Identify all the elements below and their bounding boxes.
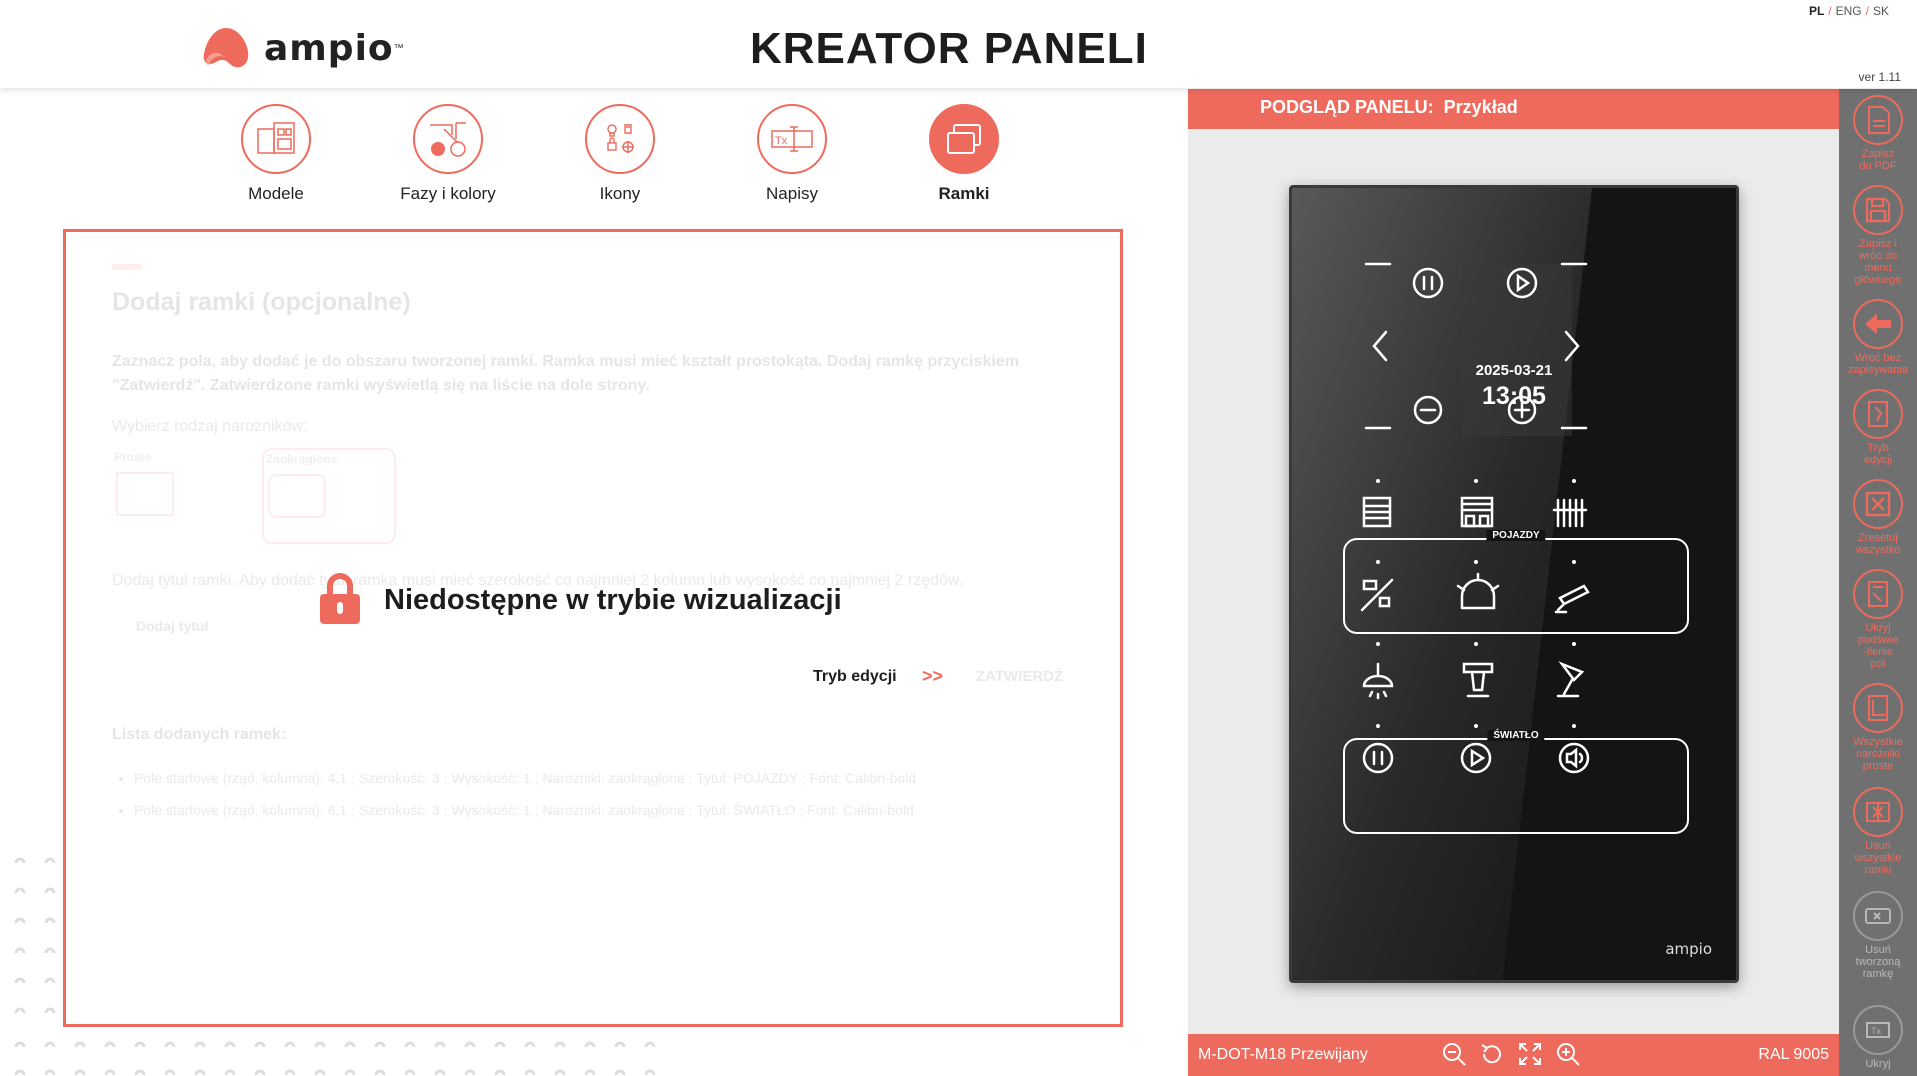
- list-item: • Pole startowe (rząd, kolumna): 4,1 ; Szerokość: 3 ; Wysokość: 1 ; Narożniki: zaokrąglone ; Tytuł: POJAZDY ; Font: Calibri-bold: [134, 762, 916, 794]
- step-navigation: [190, 104, 1050, 204]
- device-time: 13:05: [1482, 382, 1546, 410]
- decorative-dots-pattern: [14, 855, 674, 1076]
- step-label: Ramki: [938, 184, 990, 203]
- corners-label: Wybierz rodzaj narożników:: [112, 418, 308, 435]
- straight-corners-button[interactable]: [1839, 683, 1917, 772]
- corner-option-rounded: [262, 448, 396, 544]
- reset-view-icon[interactable]: [1478, 1040, 1506, 1068]
- zoom-in-icon[interactable]: [1554, 1040, 1582, 1068]
- toolbar-label: Zapisz i wróć do menu głównego: [1854, 238, 1902, 286]
- decorative-dot: [106, 1071, 114, 1075]
- toolbar-label: Usuń wszystkie ramki: [1854, 840, 1902, 876]
- decorative-dot: [46, 1071, 54, 1075]
- step-modele[interactable]: [190, 104, 362, 204]
- icons-grid-icon: [585, 104, 655, 174]
- colors-icon: [413, 104, 483, 174]
- toolbar-label: Tryb edycji: [1863, 442, 1893, 466]
- editor-title: Dodaj ramki (opcjonalne): [112, 288, 411, 316]
- delete-current-frame-button[interactable]: [1839, 891, 1917, 980]
- ampio-logo[interactable]: [200, 24, 404, 72]
- right-toolbar: [1839, 89, 1917, 1076]
- decorative-dot: [136, 1043, 144, 1047]
- app-header: [0, 0, 1917, 88]
- step-label: Ikony: [599, 184, 641, 203]
- step-napisy[interactable]: [706, 104, 878, 204]
- corner-option-label: Proste: [114, 450, 152, 464]
- svg-text:Tx: Tx: [1871, 1026, 1881, 1036]
- decorative-dot: [46, 949, 54, 953]
- decorative-dot: [466, 1071, 474, 1075]
- frame-title: POJAZDY: [1486, 530, 1545, 541]
- step-ramki[interactable]: [878, 104, 1050, 204]
- decorative-dot: [46, 1009, 54, 1013]
- confirm-button: ZATWIERDŹ: [976, 668, 1064, 685]
- toolbar-label: Ukryj: [1865, 1058, 1891, 1070]
- decorative-dot: [136, 1071, 144, 1075]
- device-date: 2025-03-21: [1475, 362, 1553, 379]
- preview-header: [1188, 89, 1839, 129]
- save-pdf-button[interactable]: [1839, 95, 1917, 172]
- list-item: • Pole startowe (rząd, kolumna): 6,1 ; Szerokość: 3 ; Wysokość: 1 ; Narożniki: zaokrąglone ; Tytuł: ŚWIATŁO ; Font: Calibri-bold: [134, 794, 916, 826]
- device-panel: [1289, 185, 1739, 983]
- decorative-dot: [556, 1071, 564, 1075]
- svg-text:Tx: Tx: [775, 135, 788, 147]
- toolbar-label: Wszystkie narożniki proste: [1853, 736, 1903, 772]
- edit-mode-icon: [1853, 389, 1903, 439]
- toolbar-label: Zresetuj wszystko: [1855, 532, 1901, 556]
- preview-header-label: PODGLĄD PANELU:: [1260, 97, 1434, 117]
- decorative-dot: [106, 1043, 114, 1047]
- decorative-dot: [316, 1043, 324, 1047]
- decorative-dot: [16, 1071, 24, 1075]
- text-icon: [757, 104, 827, 174]
- decorative-dot: [616, 1043, 624, 1047]
- decorative-dot: [646, 1043, 654, 1047]
- frame-swiatlo[interactable]: [1343, 730, 1689, 834]
- edit-mode-button[interactable]: [1839, 389, 1917, 466]
- frame-title: ŚWIATŁO: [1487, 730, 1544, 741]
- decorative-dot: [616, 1071, 624, 1075]
- decorative-dot: [406, 1071, 414, 1075]
- decorative-dot: [346, 1071, 354, 1075]
- decorative-dot: [166, 1071, 174, 1075]
- add-title-hint: Dodaj tytuł ramki. Aby dodać tytuł ramka musi mieć szerokość co najmniej 2 kolumn lub wysokość co najmniej 2 rzędów.: [112, 572, 964, 589]
- preview-panel-name: Przykład: [1443, 97, 1518, 117]
- decorative-dot: [16, 1043, 24, 1047]
- back-without-saving-button[interactable]: [1839, 299, 1917, 376]
- pdf-icon: [1853, 95, 1903, 145]
- step-label: Modele: [248, 184, 304, 203]
- decorative-dot: [286, 1071, 294, 1075]
- toolbar-label: Ukryj podświe -tlenie pól: [1857, 622, 1899, 670]
- hide-highlight-icon: [1853, 569, 1903, 619]
- decorative-dot: [286, 1043, 294, 1047]
- lang-separator: /: [1865, 4, 1869, 18]
- double-chevron-right-icon[interactable]: >>: [922, 666, 944, 686]
- decorative-dot: [76, 1071, 84, 1075]
- decorative-dot: [586, 1043, 594, 1047]
- corner-option-straight: [112, 448, 178, 522]
- decorative-dot: [406, 1043, 414, 1047]
- toolbar-label: Wróć bez zapisywania: [1848, 352, 1908, 376]
- step-ikony[interactable]: [534, 104, 706, 204]
- frames-list-title: Lista dodanych ramek:: [112, 726, 287, 743]
- decorative-dot: [16, 889, 24, 893]
- frames-icon: [929, 104, 999, 174]
- hide-titles-icon: [1853, 1005, 1903, 1055]
- delete-frames-icon: [1853, 787, 1903, 837]
- panel-models-icon: [241, 104, 311, 174]
- back-arrow-icon: [1853, 299, 1903, 349]
- decorative-dot: [436, 1043, 444, 1047]
- add-title-button: Dodaj tytuł: [136, 618, 209, 634]
- preview-footer: [1188, 1034, 1839, 1076]
- decorative-dot: [376, 1071, 384, 1075]
- lang-eng[interactable]: ENG: [1835, 4, 1862, 18]
- panel-preview: [1188, 89, 1839, 1076]
- save-icon: [1853, 185, 1903, 235]
- decorative-dot: [46, 919, 54, 923]
- page-title: KREATOR PANELI: [750, 24, 1148, 73]
- corner-rounded-preview: [268, 474, 326, 518]
- decorative-dot: [466, 1043, 474, 1047]
- step-fazy-i-kolory[interactable]: [362, 104, 534, 204]
- decorative-dot: [46, 859, 54, 863]
- toolbar-label: Zapisz do PDF: [1859, 148, 1897, 172]
- decorative-dot: [256, 1071, 264, 1075]
- hide-highlight-button[interactable]: [1839, 569, 1917, 670]
- decorative-dot: [16, 979, 24, 983]
- ampio-logo-mark-icon: [200, 24, 252, 72]
- decorative-dot: [526, 1043, 534, 1047]
- zoom-controls: [1440, 1040, 1582, 1068]
- step-label: Fazy i kolory: [400, 184, 496, 203]
- decorative-dot: [16, 919, 24, 923]
- decorative-dot: [496, 1043, 504, 1047]
- device-logo: ampio: [1665, 940, 1712, 958]
- decorative-dot: [496, 1071, 504, 1075]
- decorative-dot: [46, 979, 54, 983]
- frames-list: [134, 762, 916, 826]
- decorative-dot: [46, 889, 54, 893]
- corner-straight-preview: [116, 472, 174, 516]
- decorative-dot: [226, 1043, 234, 1047]
- zoom-out-icon[interactable]: [1440, 1040, 1468, 1068]
- toolbar-label: Usuń tworzoną ramkę: [1855, 944, 1901, 980]
- save-and-return-button[interactable]: [1839, 185, 1917, 286]
- model-name: M-DOT-M18 Przewijany: [1198, 1046, 1368, 1063]
- frame-pojazdy[interactable]: [1343, 530, 1689, 634]
- straight-corners-icon: [1853, 683, 1903, 733]
- fullscreen-icon[interactable]: [1516, 1040, 1544, 1068]
- decorative-dot: [316, 1071, 324, 1075]
- decorative-dot: [16, 859, 24, 863]
- edit-mode-link[interactable]: Tryb edycji: [813, 668, 897, 685]
- reset-icon: [1853, 479, 1903, 529]
- decorative-dot: [16, 949, 24, 953]
- step-label: Napisy: [766, 184, 818, 203]
- delete-current-frame-icon: [1853, 891, 1903, 941]
- hide-titles-button[interactable]: [1839, 1005, 1917, 1070]
- language-switcher: [1809, 4, 1889, 18]
- decorative-dot: [196, 1071, 204, 1075]
- lang-sk[interactable]: SK: [1872, 4, 1889, 18]
- section-accent-bar: [112, 264, 142, 270]
- decorative-dot: [256, 1043, 264, 1047]
- logo-trademark: ™: [393, 42, 404, 54]
- decorative-dot: [646, 1071, 654, 1075]
- decorative-dot: [196, 1043, 204, 1047]
- decorative-dot: [46, 1043, 54, 1047]
- editor-description: Zaznacz pola, aby dodać je do obszaru tworzonej ramki. Ramka musi mieć kształt prostokąta. Dodaj ramkę przyciskiem "Zatwierdź". Zatwierdzone ramki wyświetlą się na liście na dole strony.: [112, 353, 1019, 394]
- decorative-dot: [226, 1071, 234, 1075]
- lang-pl[interactable]: PL: [1808, 4, 1825, 18]
- decorative-dot: [16, 1009, 24, 1013]
- unavailable-message: Niedostępne w trybie wizualizacji: [384, 584, 842, 616]
- corner-option-label: Zaokrąglone: [266, 452, 338, 466]
- decorative-dot: [376, 1043, 384, 1047]
- decorative-dot: [436, 1071, 444, 1075]
- reset-all-button[interactable]: [1839, 479, 1917, 556]
- decorative-dot: [166, 1043, 174, 1047]
- lock-icon: [318, 570, 362, 626]
- ral-color: RAL 9005: [1758, 1046, 1829, 1063]
- delete-all-frames-button[interactable]: [1839, 787, 1917, 876]
- decorative-dot: [346, 1043, 354, 1047]
- decorative-dot: [586, 1071, 594, 1075]
- decorative-dot: [526, 1071, 534, 1075]
- logo-wordmark: ampio: [264, 27, 394, 69]
- decorative-dot: [76, 1043, 84, 1047]
- decorative-dot: [556, 1043, 564, 1047]
- lang-separator: /: [1828, 4, 1832, 18]
- version-label: ver 1.11: [1858, 70, 1901, 84]
